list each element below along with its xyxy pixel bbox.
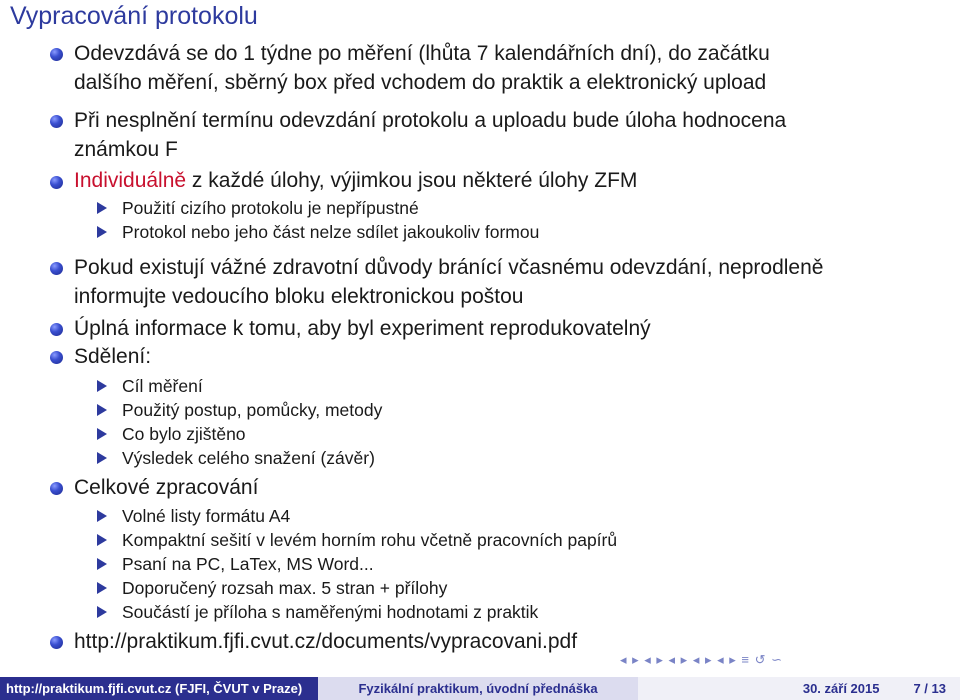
- list-item: [74, 166, 637, 196]
- list-item-continuation: informujte vedoucího bloku elektronickou poštou: [74, 285, 524, 308]
- list-item: Celkové zpracování: [74, 476, 259, 499]
- slide-title: Vypracování protokolu: [10, 2, 258, 30]
- ball-bullet-icon: [50, 323, 63, 336]
- highlight-word: Individuálně: [74, 169, 187, 192]
- ball-bullet-icon: [50, 482, 63, 495]
- footer-page-number: 7 / 13: [913, 681, 946, 696]
- list-item: Odevzdává se do 1 týdne po měření (lhůta 7 kalendářních dní), do začátku: [74, 42, 770, 65]
- sub-item: Součástí je příloha s naměřenými hodnotami z praktik: [122, 602, 539, 622]
- triangle-bullet-icon: [97, 606, 107, 618]
- footer-date-page: [638, 677, 960, 700]
- ball-bullet-icon: [50, 115, 63, 128]
- sub-item: Kompaktní sešití v levém horním rohu včetně pracovních papírů: [122, 530, 618, 550]
- list-item-continuation: známkou F: [74, 138, 178, 161]
- triangle-bullet-icon: [97, 202, 107, 214]
- ball-bullet-icon: [50, 262, 63, 275]
- list-item: Pokud existují vážné zdravotní důvody bránící včasnému odevzdání, neprodleně: [74, 256, 824, 279]
- list-item-text: z každé úlohy, výjimkou jsou některé úlohy ZFM: [186, 169, 638, 192]
- list-item: Při nesplnění termínu odevzdání protokolu a uploadu bude úloha hodnocena: [74, 109, 787, 132]
- triangle-bullet-icon: [97, 404, 107, 416]
- list-item: Úplná informace k tomu, aby byl experiment reprodukovatelný: [74, 317, 651, 340]
- sub-item: Volné listy formátu A4: [122, 506, 291, 526]
- triangle-bullet-icon: [97, 534, 107, 546]
- triangle-bullet-icon: [97, 510, 107, 522]
- triangle-bullet-icon: [97, 558, 107, 570]
- sub-item: Cíl měření: [122, 376, 203, 396]
- ball-bullet-icon: [50, 351, 63, 364]
- list-item-link[interactable]: http://praktikum.fjfi.cvut.cz/documents/vypracovani.pdf: [74, 630, 578, 653]
- sub-item: Co bylo zjištěno: [122, 424, 246, 444]
- footer-author: http://praktikum.fjfi.cvut.cz (FJFI, ČVUT v Praze): [0, 677, 318, 700]
- footer-talk-title: Fyzikální praktikum, úvodní přednáška: [318, 677, 638, 700]
- sub-item: Psaní na PC, LaTex, MS Word...: [122, 554, 374, 574]
- beamer-nav-icon[interactable]: ◂ ▸ ◂ ▸ ◂ ▸ ◂ ▸ ◂ ▸ ≡ ↺ ∽: [620, 652, 783, 667]
- sub-item: Protokol nebo jeho část nelze sdílet jakoukoliv formou: [122, 222, 540, 242]
- ball-bullet-icon: [50, 636, 63, 649]
- sub-item: Doporučený rozsah max. 5 stran + přílohy: [122, 578, 448, 598]
- triangle-bullet-icon: [97, 428, 107, 440]
- triangle-bullet-icon: [97, 582, 107, 594]
- slide-footer: [0, 677, 960, 700]
- footer-date: 30. září 2015: [802, 681, 880, 696]
- ball-bullet-icon: [50, 48, 63, 61]
- triangle-bullet-icon: [97, 452, 107, 464]
- list-item: Sdělení:: [74, 345, 152, 368]
- sub-item: Použitý postup, pomůcky, metody: [122, 400, 383, 420]
- sub-item: Použití cizího protokolu je nepřípustné: [122, 198, 419, 218]
- triangle-bullet-icon: [97, 226, 107, 238]
- list-item-continuation: dalšího měření, sběrný box před vchodem do praktik a elektronický upload: [74, 71, 767, 94]
- sub-item: Výsledek celého snažení (závěr): [122, 448, 375, 468]
- triangle-bullet-icon: [97, 380, 107, 392]
- ball-bullet-icon: [50, 176, 63, 189]
